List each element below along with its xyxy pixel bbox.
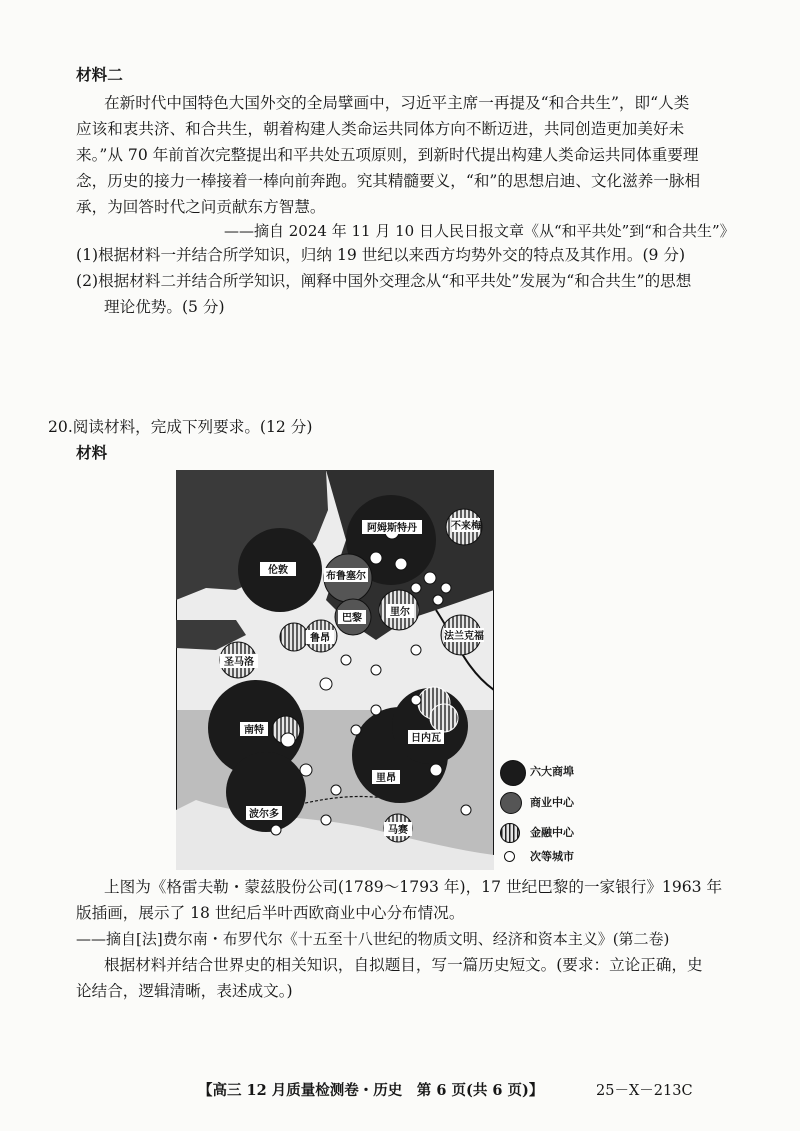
label-amsterdam: 阿姆斯特丹 bbox=[367, 523, 417, 534]
caption-source: ——摘自[法]费尔南・布罗代尔《十五至十八世纪的物质文明、经济和资本主义》(第二卷) bbox=[76, 930, 670, 948]
label-brussels: 布鲁塞尔 bbox=[326, 571, 366, 582]
material2-line-5: 承，为回答时代之问贡献东方智慧。 bbox=[76, 198, 326, 216]
question-2-cont: 理论优势。(5 分) bbox=[104, 298, 225, 316]
label-bordeaux: 波尔多 bbox=[249, 809, 279, 820]
material2-line-3: 来。”从 70 年前首次完整提出和平共处五项原则，到新时代提出构建人类命运共同体重要理 bbox=[76, 146, 699, 164]
footer-code: 25－X－213C bbox=[596, 1083, 693, 1099]
footer-title: 【高三 12 月质量检测卷・历史 第 6 页(共 6 页)】 bbox=[198, 1082, 544, 1099]
task-line-1: 根据材料并结合世界史的相关知识，自拟题目，写一篇历史短文。(要求：立论正确，史 bbox=[104, 956, 703, 974]
q20-title: 20.阅读材料，完成下列要求。(12 分) bbox=[48, 418, 313, 436]
map-svg bbox=[176, 470, 494, 870]
legend-financial-label: 金融中心 bbox=[530, 826, 574, 839]
material2-line-2: 应该和衷共济、和合共生，朝着构建人类命运共同体方向不断迈进，共同创造更加美好未 bbox=[76, 120, 685, 138]
circle-le-havre bbox=[280, 623, 308, 651]
question-1: (1)根据材料一并结合所学知识，归纳 19 世纪以来西方均势外交的特点及其作用。(9 分) bbox=[76, 246, 686, 264]
legend-secondary-label: 次等城市 bbox=[530, 850, 574, 863]
europe-commerce-map bbox=[176, 470, 494, 870]
label-lyon: 里昂 bbox=[376, 773, 396, 784]
label-saint-malo: 圣马洛 bbox=[224, 657, 254, 668]
q20-material-label: 材料 bbox=[76, 443, 108, 462]
legend-swatch-hatch bbox=[500, 823, 520, 843]
caption-line-1: 上图为《格雷夫勒・蒙兹股份公司(1789～1793 年)，17 世纪巴黎的一家银行》1963 年 bbox=[104, 878, 723, 896]
circle-swiss bbox=[430, 704, 458, 732]
material2-source: ——摘自 2024 年 11 月 10 日人民日报文章《从“和平共处”到“和合共生”》 bbox=[224, 222, 735, 240]
label-marseille: 马赛 bbox=[388, 825, 408, 836]
caption-line-2: 版插画，展示了 18 世纪后半叶西欧商业中心分布情况。 bbox=[76, 904, 465, 922]
label-hamburg: 不来梅 bbox=[451, 521, 481, 532]
material2-line-1: 在新时代中国特色大国外交的全局擘画中，习近平主席一再提及“和合共生”，即“人类 bbox=[104, 94, 690, 112]
material2-line-4: 念，历史的接力一棒接着一棒向前奔跑。究其精髓要义，“和”的思想启迪、文化滋养一脉相 bbox=[76, 172, 701, 190]
label-paris: 巴黎 bbox=[342, 613, 362, 624]
label-nantes: 南特 bbox=[244, 725, 264, 736]
legend-commercial-label: 商业中心 bbox=[530, 796, 574, 809]
legend-swatch-mid bbox=[500, 792, 522, 814]
legend-swatch-white bbox=[504, 851, 515, 862]
material2-heading: 材料二 bbox=[76, 65, 123, 84]
legend-swatch-dark bbox=[500, 760, 526, 786]
label-frankfurt: 法兰克福 bbox=[444, 631, 484, 642]
label-rouen: 鲁昂 bbox=[310, 633, 330, 644]
label-geneva: 日内瓦 bbox=[411, 733, 441, 744]
question-2: (2)根据材料二并结合所学知识，阐释中国外交理念从“和平共处”发展为“和合共生”的思想 bbox=[76, 272, 692, 290]
label-london: 伦敦 bbox=[268, 565, 288, 576]
label-lille: 里尔 bbox=[390, 607, 410, 618]
task-line-2: 论结合，逻辑清晰，表述成文。) bbox=[76, 982, 293, 1000]
legend-six-ports-label: 六大商埠 bbox=[530, 765, 574, 778]
